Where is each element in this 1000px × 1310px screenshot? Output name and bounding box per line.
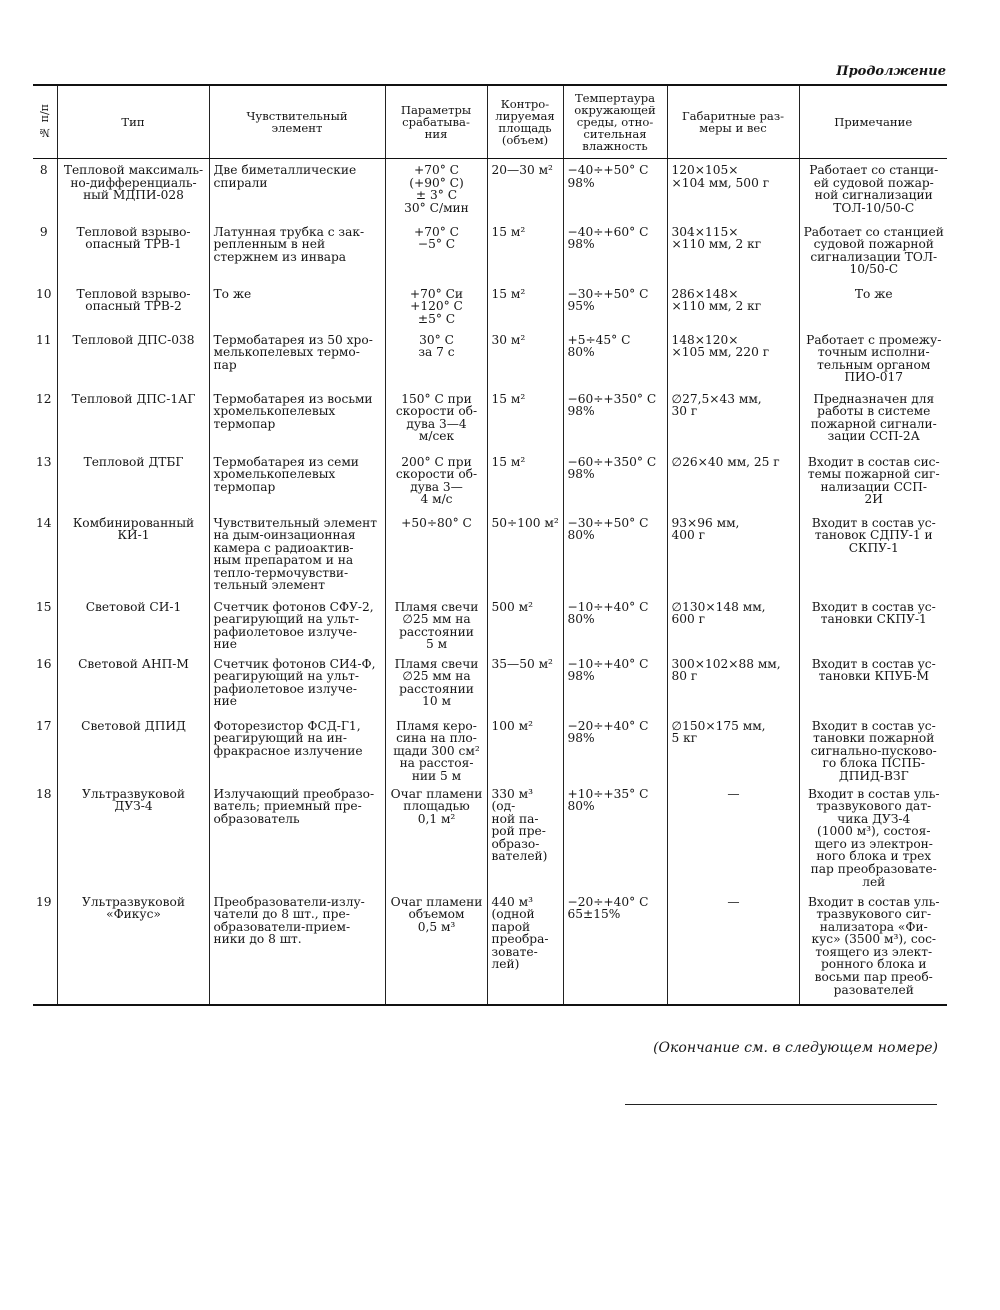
cell-size: ∅150×175 мм, 5 кг: [667, 715, 799, 783]
cell-area: 35—50 м²: [487, 653, 563, 715]
cell-temperature: +10÷+35° C 80%: [563, 783, 667, 891]
cell-type: Тепловой ДПС-1АГ: [57, 388, 209, 451]
table-row: [33, 221, 947, 283]
table-row: [33, 283, 947, 329]
cell-element: Фоторезистор ФСД-Г1, реагирующий на ин- фракрасное излучение: [209, 715, 385, 783]
cell-type: Ультразвуковой «Фикус»: [57, 891, 209, 1005]
cell-size: 286×148× ×110 мм, 2 кг: [667, 283, 799, 329]
cell-area: 15 м²: [487, 283, 563, 329]
col-header-temperature: Темпертаура окружающей среды, отно- сительная влажность: [563, 85, 667, 159]
cell-note: Входит в состав ус- тановки пожарной сигнально-пусково- го блока ПСПБ- ДПИД-ВЗГ: [799, 715, 947, 783]
continued-footnote: (Окончание см. в следующем номере): [653, 1040, 938, 1056]
table-row: [33, 451, 947, 512]
cell-type: Тепловой максималь- но-дифференциаль- ный МДПИ-028: [57, 159, 209, 221]
cell-note: Работает с промежу- точным исполни- тельным органом ПИО-017: [799, 329, 947, 388]
cell-size: ∅26×40 мм, 25 г: [667, 451, 799, 512]
cell-number: 13: [35, 454, 52, 469]
cell-note: Работает со станци- ей судовой пожар- ной сигнализации ТОЛ-10/50-С: [799, 159, 947, 221]
col-header-type: Тип: [57, 85, 209, 159]
cell-note: Входит в состав ус- тановок СДПУ-1 и СКПУ-1: [799, 512, 947, 596]
cell-params: Очаг пламени площадью 0,1 м²: [385, 783, 487, 891]
cell-number: 9: [39, 224, 48, 239]
cell-number: 10: [35, 286, 52, 301]
cell-area: 30 м²: [487, 329, 563, 388]
cell-note: Входит в состав уль- тразвукового сиг- нализатора «Фи- кус» (3500 м³), сос- тоящего из элект- ронного блока и восьми пар преоб- разователей: [799, 891, 947, 1005]
cell-area: 500 м²: [487, 596, 563, 653]
cell-type: Ультразвуковой ДУЗ-4: [57, 783, 209, 891]
cell-params: 30° C за 7 с: [385, 329, 487, 388]
cell-element: Излучающий преобразо- ватель; приемный пре- образователь: [209, 783, 385, 891]
col-header-size: Габаритные раз- меры и вес: [667, 85, 799, 159]
cell-size: —: [667, 891, 799, 1005]
col-header-element: Чувствительный элемент: [209, 85, 385, 159]
cell-area: 50÷100 м²: [487, 512, 563, 596]
cell-size: 300×102×88 мм, 80 г: [667, 653, 799, 715]
cell-params: Пламя свечи ∅25 мм на расстоянии 10 м: [385, 653, 487, 715]
cell-temperature: −10÷+40° C 80%: [563, 596, 667, 653]
cell-number: 14: [35, 515, 52, 530]
cell-temperature: −60÷+350° C 98%: [563, 451, 667, 512]
cell-area: 330 м³ (од- ной па- рой пре- образо- вателей): [487, 783, 563, 891]
cell-number: 19: [33, 891, 57, 1005]
cell-temperature: −60÷+350° C 98%: [563, 388, 667, 451]
cell-temperature: −40÷+60° C 98%: [563, 221, 667, 283]
cell-number: 18: [35, 786, 52, 801]
cell-size: 304×115× ×110 мм, 2 кг: [667, 221, 799, 283]
cell-temperature: −20÷+40° C 65±15%: [563, 891, 667, 1005]
cell-note: Входит в состав ус- тановки КПУБ-М: [799, 653, 947, 715]
cell-area: 15 м²: [487, 221, 563, 283]
table-row: [33, 388, 947, 451]
table-row: [33, 512, 947, 596]
cell-size: —: [667, 783, 799, 891]
cell-params: Пламя керо- сина на пло- щади 300 см² на расстоя- нии 5 м: [385, 715, 487, 783]
table-row: [33, 159, 947, 221]
cell-params: +50÷80° C: [385, 512, 487, 596]
cell-type: Световой АНП-М: [57, 653, 209, 715]
footer-rule: [625, 1104, 937, 1105]
cell-temperature: −10÷+40° C 98%: [563, 653, 667, 715]
detectors-table: [33, 84, 947, 1006]
cell-size: 93×96 мм, 400 г: [667, 512, 799, 596]
cell-params: Очаг пламени объемом 0,5 м³: [385, 891, 487, 1005]
table-row: [33, 891, 947, 1005]
cell-note: Входит в состав ус- тановки СКПУ-1: [799, 596, 947, 653]
cell-element: Счетчик фотонов СФУ-2, реагирующий на ульт- рафиолетовое излуче- ние: [209, 596, 385, 653]
col-header-params: Параметры срабатыва- ния: [385, 85, 487, 159]
cell-element: Термобатарея из восьми хромелькопелевых термопар: [209, 388, 385, 451]
cell-type: Тепловой ДПС-038: [57, 329, 209, 388]
cell-number: 15: [35, 599, 52, 614]
cell-element: Латунная трубка с зак- репленным в ней стержнем из инвара: [209, 221, 385, 283]
cell-element: Термобатарея из 50 хро- мелькопелевых термо- пар: [209, 329, 385, 388]
cell-size: 148×120× ×105 мм, 220 г: [667, 329, 799, 388]
cell-temperature: +5÷45° C 80%: [563, 329, 667, 388]
cell-note: То же: [799, 283, 947, 329]
table-row: [33, 653, 947, 715]
cell-area: 15 м²: [487, 451, 563, 512]
cell-element: Счетчик фотонов СИ4-Ф, реагирующий на ульт- рафиолетовое излуче- ние: [209, 653, 385, 715]
cell-element: То же: [209, 283, 385, 329]
table-row: [33, 596, 947, 653]
cell-type: Тепловой ДТБГ: [57, 451, 209, 512]
cell-size: ∅27,5×43 мм, 30 г: [667, 388, 799, 451]
table-row: [33, 329, 947, 388]
cell-note: Работает со станцией судовой пожарной сигнализации ТОЛ- 10/50-С: [799, 221, 947, 283]
cell-params: +70° Cи +120° C ±5° C: [385, 283, 487, 329]
cell-area: 15 м²: [487, 388, 563, 451]
col-header-note: Примечание: [799, 85, 947, 159]
table-header-row: [33, 85, 947, 159]
col-header-number: № п/п: [33, 85, 57, 159]
cell-temperature: −20÷+40° C 98%: [563, 715, 667, 783]
continuation-label: Продолжение: [836, 64, 946, 79]
cell-params: +70° C −5° C: [385, 221, 487, 283]
table-row: [33, 783, 947, 891]
cell-number: 16: [35, 656, 52, 671]
cell-element: Преобразователи-излу- чатели до 8 шт., пре- образователи-прием- ники до 8 шт.: [209, 891, 385, 1005]
cell-params: 150° C при скорости об- дува 3—4 м/сек: [385, 388, 487, 451]
cell-number: 17: [35, 718, 52, 733]
cell-size: ∅130×148 мм, 600 г: [667, 596, 799, 653]
cell-temperature: −30÷+50° C 95%: [563, 283, 667, 329]
cell-type: Тепловой взрыво- опасный ТРВ-2: [57, 283, 209, 329]
cell-element: Чувствительный элемент на дым-оинзационная камера с радиоактив- ным препаратом и на тепло-термочувстви- тельный элемент: [209, 512, 385, 596]
cell-number: 8: [39, 163, 48, 177]
cell-size: 120×105× ×104 мм, 500 г: [667, 159, 799, 221]
cell-area: 20—30 м²: [487, 159, 563, 221]
cell-number: 11: [35, 332, 52, 347]
cell-element: Две биметаллические спирали: [209, 159, 385, 221]
table-row: [33, 715, 947, 783]
cell-area: 100 м²: [487, 715, 563, 783]
cell-temperature: −30÷+50° C 80%: [563, 512, 667, 596]
cell-type: Комбинированный КИ-1: [57, 512, 209, 596]
cell-number: 12: [35, 391, 52, 406]
col-header-area: Контро- лируемая площадь (объем): [487, 85, 563, 159]
cell-temperature: −40÷+50° C 98%: [563, 159, 667, 221]
cell-note: Входит в состав уль- тразвукового дат- чика ДУЗ-4 (1000 м³), состоя- щего из электрон- ного блока и трех пар преобразовате- лей: [799, 783, 947, 891]
cell-type: Тепловой взрыво- опасный ТРВ-1: [57, 221, 209, 283]
cell-params: +70° C (+90° C) ± 3° C 30° C/мин: [385, 159, 487, 221]
cell-area: 440 м³ (одной парой преобра- зовате- лей): [487, 891, 563, 1005]
cell-params: 200° C при скорости об- дува 3— 4 м/с: [385, 451, 487, 512]
cell-type: Световой СИ-1: [57, 596, 209, 653]
cell-params: Пламя свечи ∅25 мм на расстоянии 5 м: [385, 596, 487, 653]
cell-element: Термобатарея из семи хромелькопелевых термопар: [209, 451, 385, 512]
cell-type: Световой ДПИД: [57, 715, 209, 783]
cell-note: Предназначен для работы в системе пожарной сигнали- зации ССП-2А: [799, 388, 947, 451]
cell-note: Входит в состав сис- темы пожарной сиг- нализации ССП- 2И: [799, 451, 947, 512]
